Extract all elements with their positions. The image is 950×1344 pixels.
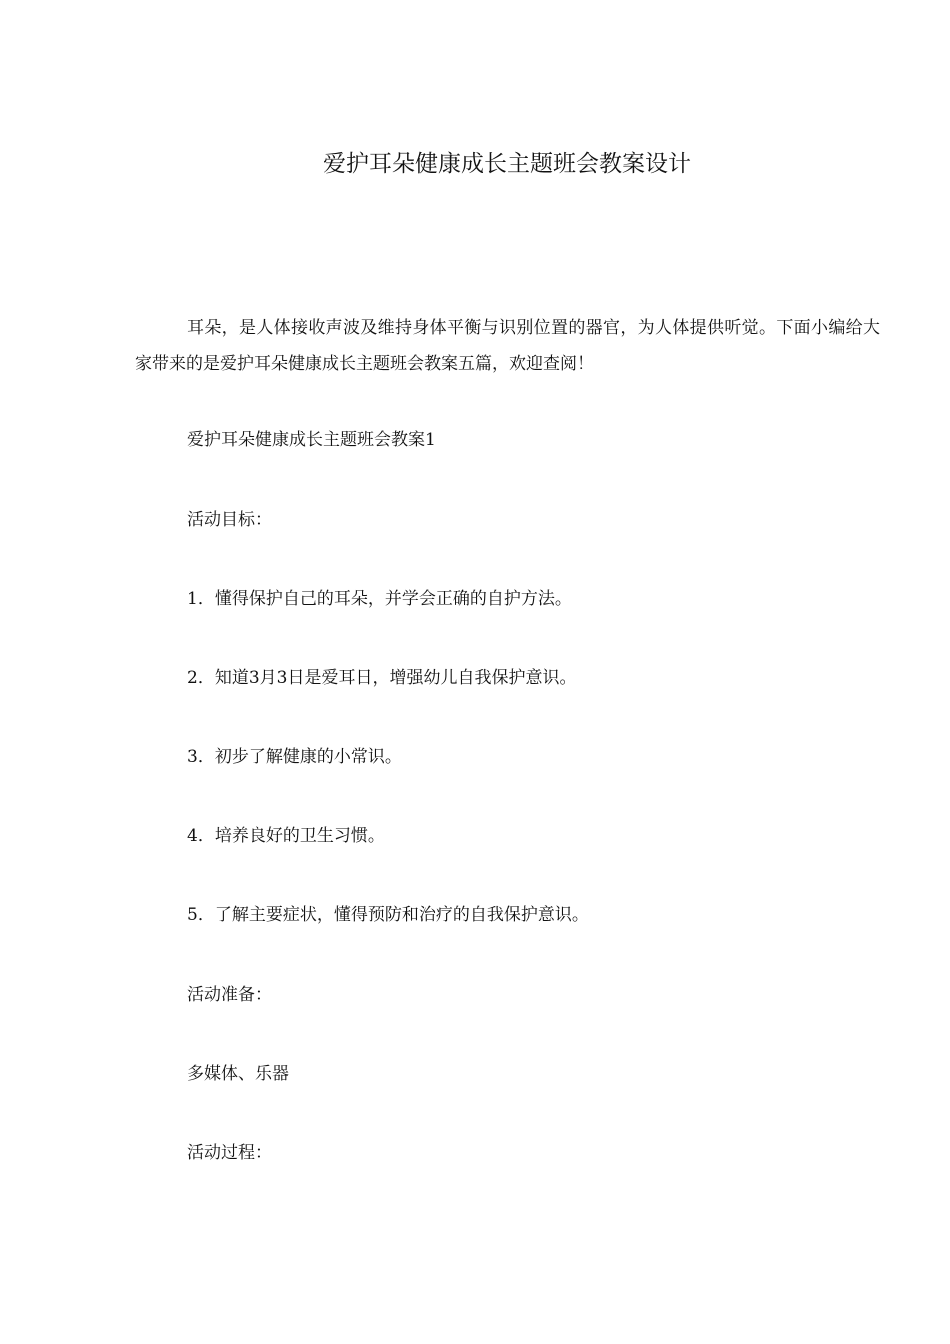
activity-process-heading: 活动过程： (187, 1143, 272, 1163)
preparation-materials: 多媒体、乐器 (187, 1064, 289, 1084)
goal-item-1: 1．懂得保护自己的耳朵，并学会正确的自护方法。 (187, 589, 572, 609)
intro-paragraph: 耳朵，是人体接收声波及维持身体平衡与识别位置的器官，为人体提供听觉。下面小编给大家带来的是爱护耳朵健康成长主题班会教案五篇，欢迎查阅！ (135, 318, 880, 374)
goal-item-2: 2．知道3月3日是爱耳日，增强幼儿自我保护意识。 (187, 668, 577, 688)
activity-preparation-heading: 活动准备： (187, 985, 272, 1005)
goal-item-4: 4．培养良好的卫生习惯。 (187, 826, 385, 846)
section-heading-lesson-1: 爱护耳朵健康成长主题班会教案1 (187, 430, 436, 450)
goal-item-3: 3．初步了解健康的小常识。 (187, 747, 402, 767)
activity-goals-heading: 活动目标： (187, 510, 272, 530)
goal-item-5: 5．了解主要症状，懂得预防和治疗的自我保护意识。 (187, 905, 589, 925)
document-title: 爱护耳朵健康成长主题班会教案设计 (323, 151, 691, 177)
